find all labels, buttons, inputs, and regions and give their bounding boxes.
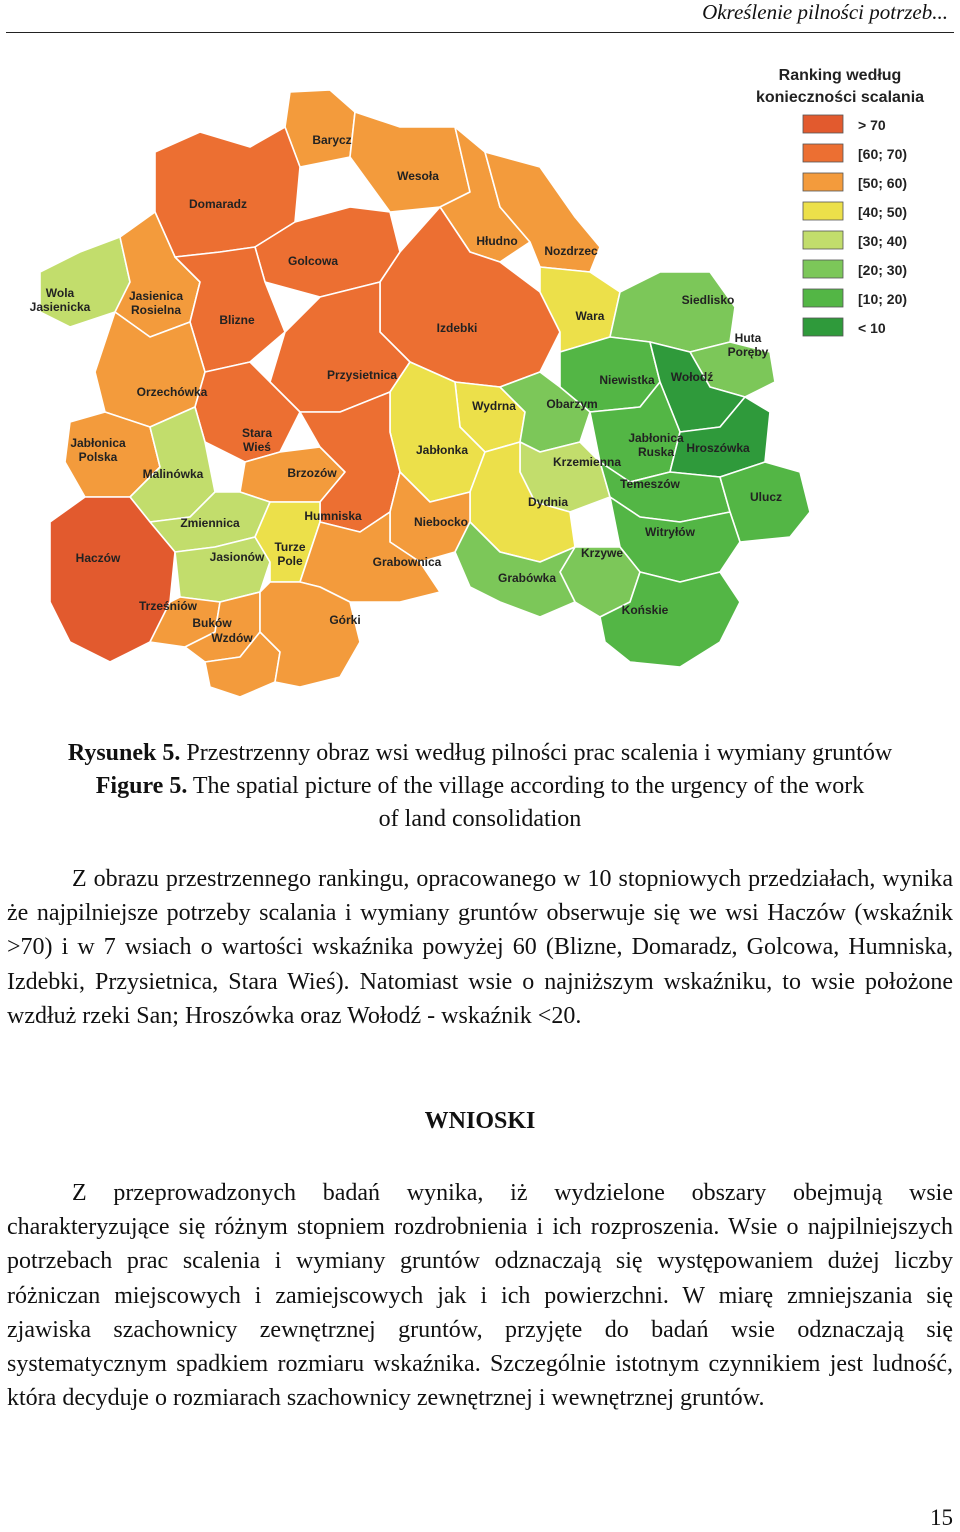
body-paragraph-1: Z obrazu przestrzennego rankingu, opracowanego w 10 stopniowych przedziałach, wynika że najpilniejsze potrzeby scalania i wymiany gruntów obserwuje się we wsi Haczów (wskaźnik >70) i w 7 wsiach o wartości wskaźnika powyżej 60 (Blizne, Domaradz, Golcowa, Humniska, Izdebki, Przysietnica, Stara Wieś). Natomiast wsie o najniższym wskaźniku, to wsie położone wzdłuż rzeki San; Hroszówka oraz Wołodź - wskaźnik <20. xyxy=(7,866,953,1029)
caption-polish xyxy=(0,737,960,770)
caption-english xyxy=(0,770,960,803)
map-legend xyxy=(756,67,924,336)
village-region-wesola xyxy=(350,112,470,212)
village-label-blizne: Blizne xyxy=(219,313,255,327)
running-header xyxy=(6,0,954,33)
village-label-wara: Wara xyxy=(575,309,605,323)
legend-swatch-6 xyxy=(803,289,843,307)
village-label-orzechowka: Orzechówka xyxy=(136,385,208,399)
village-label-nozdrzec: Nozdrzec xyxy=(544,244,598,258)
village-label-krzemienna: Krzemienna xyxy=(552,455,622,469)
legend-swatch-2 xyxy=(803,173,843,191)
village-label-przysietnica: Przysietnica xyxy=(326,368,398,382)
legend-label-2: [50; 60) xyxy=(858,175,908,191)
legend-label-7: < 10 xyxy=(858,320,886,336)
village-label-wolodz: Wołodź xyxy=(670,370,714,384)
village-label-jablonica-polska: Jabłonica Polska xyxy=(70,436,126,464)
village-label-jablonka: Jabłonka xyxy=(415,443,469,457)
village-label-humniska: Humniska xyxy=(304,509,362,523)
running-title: Określenie pilności potrzeb... xyxy=(702,0,948,24)
legend-swatch-5 xyxy=(803,260,843,278)
village-label-niebocko: Niebocko xyxy=(413,515,469,529)
caption-english-label: Figure 5. xyxy=(95,773,188,799)
village-label-malinowka: Malinówka xyxy=(142,467,204,481)
legend-title-line2: konieczności scalania xyxy=(755,89,925,106)
village-ranking-map xyxy=(0,42,960,702)
village-label-trzesniow: Trześniów xyxy=(138,599,198,613)
village-label-niewistka: Niewistka xyxy=(599,373,655,387)
caption-polish-text: Przestrzenny obraz wsi według pilności prac scalenia i wymiany gruntów xyxy=(186,740,893,766)
caption-english-text-1: The spatial picture of the village according to the urgency of the work xyxy=(192,773,865,799)
village-label-konskie: Końskie xyxy=(621,603,669,617)
village-label-dydnia: Dydnia xyxy=(527,495,569,509)
village-label-jasionow: Jasionów xyxy=(209,550,265,564)
village-label-turze-pole: Turze Pole xyxy=(274,540,306,568)
village-label-gorki: Górki xyxy=(329,613,361,627)
legend-label-4: [30; 40) xyxy=(858,233,908,249)
village-label-wola-jasienicka: Wola Jasienicka xyxy=(29,286,91,314)
village-label-wydrna: Wydrna xyxy=(472,399,516,413)
village-label-izdebki: Izdebki xyxy=(436,321,478,335)
legend-label-5: [20; 30) xyxy=(858,262,908,278)
village-label-wesola: Wesoła xyxy=(397,169,439,183)
legend-swatch-3 xyxy=(803,202,843,220)
village-label-domaradz: Domaradz xyxy=(188,197,248,211)
village-label-stara-wies: Stara Wieś xyxy=(241,426,273,454)
village-label-huta-poreby: Huta Poręby xyxy=(727,331,769,359)
village-label-haczow: Haczów xyxy=(75,551,121,565)
village-label-grabownica: Grabownica xyxy=(372,555,442,569)
village-label-krzywe: Krzywe xyxy=(580,546,624,560)
legend-label-6: [10; 20) xyxy=(858,291,908,307)
village-label-bukow: Buków xyxy=(192,616,232,630)
village-label-golcowa: Golcowa xyxy=(287,254,339,268)
legend-label-1: [60; 70) xyxy=(858,146,908,162)
legend-swatch-7 xyxy=(803,318,843,336)
legend-swatch-1 xyxy=(803,144,843,162)
legend-label-0: > 70 xyxy=(858,117,886,133)
village-label-hludno: Hłudno xyxy=(476,234,518,248)
village-label-ulucz: Ulucz xyxy=(749,490,783,504)
map-svg xyxy=(0,42,960,702)
figure-caption xyxy=(0,737,960,836)
legend-swatch-4 xyxy=(803,231,843,249)
village-label-grabowka: Grabówka xyxy=(497,571,557,585)
caption-polish-label: Rysunek 5. xyxy=(67,740,181,766)
village-label-siedlisko: Siedlisko xyxy=(681,293,735,307)
village-label-hroszowka: Hroszówka xyxy=(686,441,750,455)
village-label-brzozow: Brzozów xyxy=(287,466,337,480)
caption-english-text-2: of land consolidation xyxy=(378,806,582,832)
section-heading: WNIOSKI xyxy=(424,1108,536,1134)
legend-label-3: [40; 50) xyxy=(858,204,908,220)
legend-title-line1: Ranking według xyxy=(778,67,902,84)
page-number: 15 xyxy=(930,1505,953,1530)
village-label-jasienica-rosielna: Jasienica Rosielna xyxy=(128,289,184,317)
village-label-temeszow: Temeszów xyxy=(620,477,680,491)
body-paragraph-2: Z przeprowadzonych badań wynika, iż wydzielone obszary obejmują wsie charakteryzujące się różnym stopniem rozdrobnienia i ich rozproszenia. Wsie o najpilniejszych potrzebach prac scalenia i wymiany gruntów odznaczają się występowaniem dużej liczby różniczan miejscowych i zamiejscowych jak i ich powierzchni. W miarę zmniejszania się zjawiska szachownicy zewnętrznej gruntów, przyjęte do badań wsie odznaczają się systematycznym spadkiem rozmiaru wskaźnika. Szczególnie istotnym czynnikiem jest ludność, która decyduje o rozmiarach szachownicy zewnętrznej i wewnętrznej gruntów. xyxy=(7,1180,953,1412)
village-label-barycz: Barycz xyxy=(312,133,352,147)
village-label-zmiennica: Zmiennica xyxy=(180,516,240,530)
village-label-obarzym: Obarzym xyxy=(546,397,598,411)
village-label-wzdow: Wzdów xyxy=(211,631,253,645)
village-label-witrylow: Witryłów xyxy=(645,525,695,539)
village-label-jablonica-ruska: Jabłonica Ruska xyxy=(628,431,684,459)
legend-swatch-0 xyxy=(803,115,843,133)
